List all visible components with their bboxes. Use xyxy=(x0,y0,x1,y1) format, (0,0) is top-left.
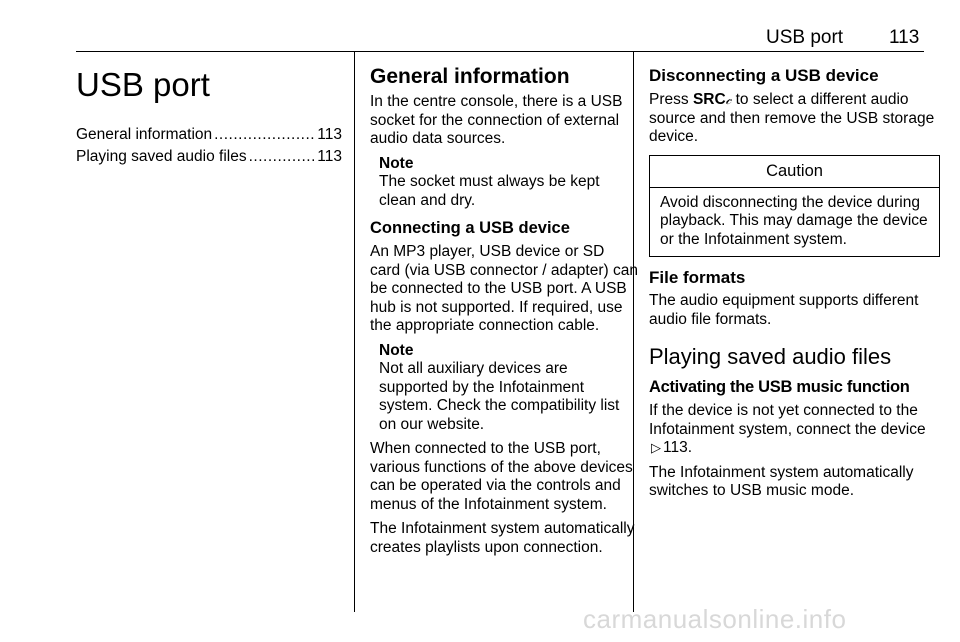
heading-file-formats: File formats xyxy=(649,268,746,287)
caution-heading: Caution xyxy=(650,156,939,188)
note-heading: Note xyxy=(379,154,414,172)
toc-entry-page: 113 xyxy=(317,148,342,165)
text-fragment: Press xyxy=(649,91,693,108)
heading-general-information: General information xyxy=(370,65,570,88)
heading-disconnecting-usb: Disconnecting a USB device xyxy=(649,66,879,85)
table-of-contents xyxy=(76,124,342,168)
page-reference[interactable]: 113. xyxy=(663,439,693,456)
toc-entry-label: Playing saved audio files xyxy=(76,148,247,165)
toc-entry-label: General information xyxy=(76,126,213,143)
caution-box xyxy=(649,155,940,258)
paragraph: In the centre console, there is a USB socket for the connection of external audio data sources. xyxy=(370,93,623,147)
text-fragment: If the device is not yet connected to the Infotainment system, connect the device xyxy=(649,402,926,438)
toc-entry[interactable] xyxy=(76,146,342,168)
paragraph xyxy=(649,402,940,458)
page-number: 113 xyxy=(889,27,920,48)
middle-column xyxy=(354,52,638,612)
paragraph: The audio equipment supports different audio file formats. xyxy=(649,292,919,328)
note-box xyxy=(379,342,638,435)
caution-text: Avoid disconnecting the device during playback. This may damage the device or the Infotainment system. xyxy=(660,193,928,248)
paragraph xyxy=(649,90,940,147)
paragraph: The Infotainment system automatically switches to USB music mode. xyxy=(649,463,914,499)
toc-leader-dots xyxy=(214,124,315,146)
text-fragment: to select a different audio source and then remove the USB storage device. xyxy=(649,91,935,145)
running-header-title: USB port xyxy=(766,27,844,48)
heading-activating-usb-music: Activating the USB music function xyxy=(649,378,910,396)
chapter-title: USB port xyxy=(76,66,210,103)
paragraph: An MP3 player, USB device or SD card (via USB connector / adapter) can be connected to the USB port. A USB hub is not supported. If required, use the appropriate connection cable. xyxy=(370,243,638,334)
toc-entry[interactable] xyxy=(76,124,342,146)
note-text: The socket must always be kept clean and dry. xyxy=(379,173,600,209)
paragraph: The Infotainment system automatically creates playlists upon connection. xyxy=(370,520,635,556)
heading-connecting-usb: Connecting a USB device xyxy=(370,219,570,237)
arrow-ref-icon: ▷ xyxy=(651,440,661,455)
paragraph: When connected to the USB port, various functions of the above devices can be operated via the controls and menus of the Infotainment system. xyxy=(370,440,633,513)
page-header xyxy=(0,27,960,51)
src-button-label: SRC xyxy=(692,91,726,108)
note-box xyxy=(379,155,638,211)
toc-leader-dots xyxy=(249,146,316,168)
note-heading: Note xyxy=(379,341,414,359)
src-icon: 𝒸 xyxy=(725,91,732,107)
heading-playing-saved-audio: Playing saved audio files xyxy=(649,344,892,369)
toc-entry-page: 113 xyxy=(317,126,342,143)
watermark: carmanualsonline.info xyxy=(583,604,847,634)
right-column xyxy=(633,52,940,612)
note-text: Not all auxiliary devices are supported by the Infotainment system. Check the compatibility list on our website. xyxy=(379,360,620,433)
left-column xyxy=(76,52,342,168)
